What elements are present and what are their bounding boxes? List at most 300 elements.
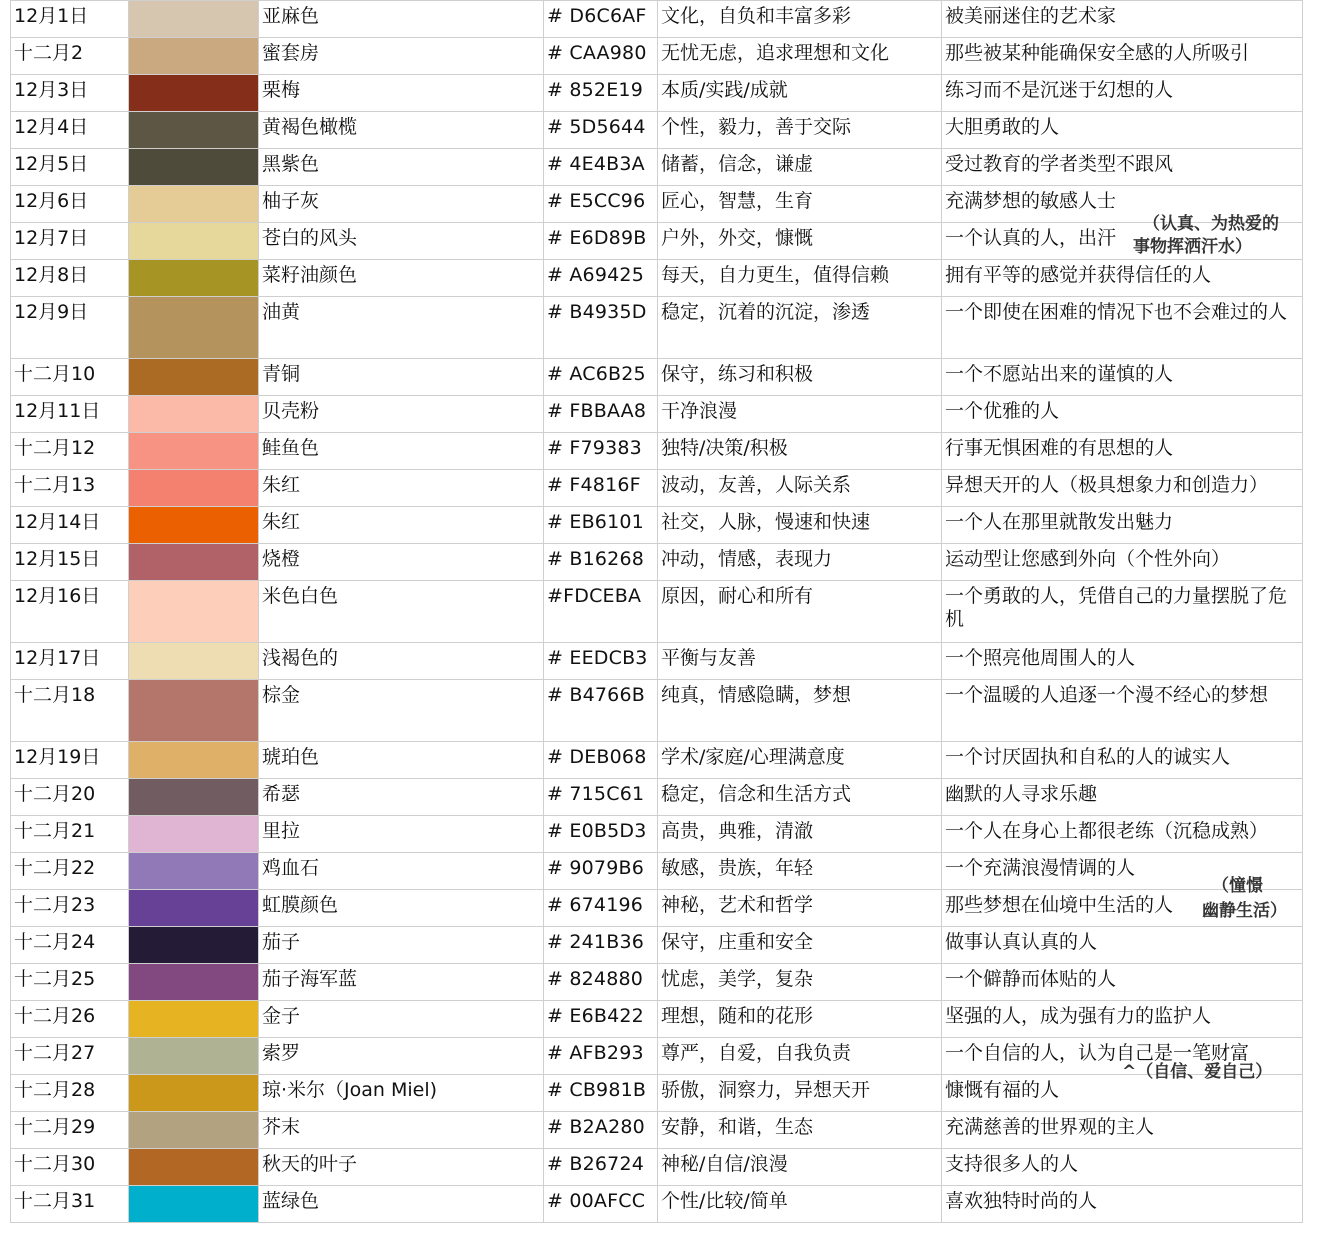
description-cell <box>942 544 1303 581</box>
hex-code-cell-text: # B4935D <box>547 301 647 323</box>
color-swatch <box>129 544 259 581</box>
hex-code-cell-text: # E6B422 <box>547 1005 644 1027</box>
color-swatch <box>129 38 259 75</box>
table-row <box>11 1001 1303 1038</box>
table-row <box>11 1149 1303 1186</box>
description-cell-text: 一个认真的人，出汗 <box>945 227 1117 249</box>
date-cell-text: 12月19日 <box>14 746 101 768</box>
traits-cell <box>658 853 942 890</box>
color-name-cell-text: 青铜 <box>262 363 301 385</box>
color-swatch <box>129 1001 259 1038</box>
traits-cell-text: 每天，自力更生，值得信赖 <box>661 264 890 286</box>
color-name-cell <box>259 643 544 680</box>
color-name-cell-text: 菜籽油颜色 <box>262 264 358 286</box>
color-name-cell-text: 朱红 <box>262 474 301 496</box>
date-cell <box>11 742 129 779</box>
traits-cell <box>658 779 942 816</box>
traits-cell <box>658 927 942 964</box>
date-cell <box>11 1186 129 1223</box>
color-swatch <box>129 816 259 853</box>
table-row <box>11 433 1303 470</box>
table-row <box>11 1 1303 38</box>
color-name-cell <box>259 964 544 1001</box>
color-swatch <box>129 643 259 680</box>
date-cell-text: 十二月29 <box>14 1116 96 1138</box>
description-cell <box>942 396 1303 433</box>
date-cell <box>11 779 129 816</box>
description-cell <box>942 927 1303 964</box>
annotation-note: ^（自信、爱自己） <box>1122 1062 1273 1082</box>
date-cell-text: 12月16日 <box>14 585 101 607</box>
date-cell <box>11 1 129 38</box>
color-table <box>10 0 1303 1223</box>
color-name-cell <box>259 507 544 544</box>
table-row <box>11 680 1303 742</box>
hex-code-cell <box>544 149 658 186</box>
description-cell-text: 一个温暖的人追逐一个漫不经心的梦想 <box>945 684 1269 706</box>
color-name-cell <box>259 297 544 359</box>
description-cell <box>942 38 1303 75</box>
date-cell <box>11 927 129 964</box>
color-swatch <box>129 890 259 927</box>
hex-code-cell <box>544 1001 658 1038</box>
hex-code-cell <box>544 507 658 544</box>
table-row <box>11 1186 1303 1223</box>
traits-cell-text: 保守，庄重和安全 <box>661 931 814 953</box>
color-name-cell-text: 索罗 <box>262 1042 301 1064</box>
color-name-cell-text: 朱红 <box>262 511 301 533</box>
color-swatch <box>129 742 259 779</box>
hex-code-cell <box>544 1112 658 1149</box>
hex-code-cell <box>544 1186 658 1223</box>
traits-cell <box>658 816 942 853</box>
color-name-cell-text: 黑紫色 <box>262 153 320 175</box>
description-cell-text: 受过教育的学者类型不跟风 <box>945 153 1174 175</box>
date-cell-text: 十二月21 <box>14 820 96 842</box>
hex-code-cell <box>544 680 658 742</box>
traits-cell-text: 神秘，艺术和哲学 <box>661 894 814 916</box>
table-row <box>11 260 1303 297</box>
description-cell-text: 一个照亮他周围人的人 <box>945 647 1136 669</box>
traits-cell <box>658 1149 942 1186</box>
hex-code-cell <box>544 964 658 1001</box>
traits-cell-text: 冲动，情感，表现力 <box>661 548 833 570</box>
description-cell-text: 充满梦想的敏感人士 <box>945 190 1117 212</box>
traits-cell-text: 文化，自负和丰富多彩 <box>661 5 852 27</box>
date-cell-text: 十二月12 <box>14 437 96 459</box>
date-cell-text: 12月8日 <box>14 264 89 286</box>
hex-code-cell-text: # 9079B6 <box>547 857 645 879</box>
traits-cell <box>658 544 942 581</box>
traits-cell <box>658 1001 942 1038</box>
description-cell-text: 充满慈善的世界观的主人 <box>945 1116 1155 1138</box>
hex-code-cell <box>544 581 658 643</box>
description-cell-text: 慷慨有福的人 <box>945 1079 1060 1101</box>
hex-code-cell-text: # B2A280 <box>547 1116 645 1138</box>
color-name-cell <box>259 75 544 112</box>
description-cell <box>942 1001 1303 1038</box>
color-swatch <box>129 1075 259 1112</box>
color-name-cell-text: 浅褐色的 <box>262 647 339 669</box>
color-name-cell <box>259 112 544 149</box>
date-cell-text: 十二月28 <box>14 1079 96 1101</box>
traits-cell-text: 独特/决策/积极 <box>661 437 788 459</box>
hex-code-cell-text: # B16268 <box>547 548 645 570</box>
date-cell <box>11 75 129 112</box>
hex-code-cell <box>544 779 658 816</box>
date-cell-text: 12月11日 <box>14 400 101 422</box>
hex-code-cell <box>544 853 658 890</box>
table-row <box>11 75 1303 112</box>
hex-code-cell-text: # CAA980 <box>547 42 647 64</box>
color-name-cell-text: 烧橙 <box>262 548 301 570</box>
description-cell-text: 支持很多人的人 <box>945 1153 1079 1175</box>
hex-code-cell <box>544 1 658 38</box>
date-cell <box>11 470 129 507</box>
traits-cell <box>658 581 942 643</box>
hex-code-cell <box>544 742 658 779</box>
date-cell-text: 12月4日 <box>14 116 89 138</box>
color-name-cell-text: 黄褐色橄榄 <box>262 116 358 138</box>
description-cell-text: 那些梦想在仙境中生活的人 <box>945 894 1174 916</box>
description-cell <box>942 507 1303 544</box>
color-swatch <box>129 223 259 260</box>
hex-code-cell-text: # EEDCB3 <box>547 647 648 669</box>
description-cell-text: 运动型让您感到外向（个性外向） <box>945 548 1231 570</box>
color-swatch <box>129 112 259 149</box>
date-cell-text: 十二月13 <box>14 474 96 496</box>
date-cell <box>11 964 129 1001</box>
traits-cell <box>658 1 942 38</box>
color-swatch <box>129 359 259 396</box>
description-cell <box>942 779 1303 816</box>
color-name-cell-text: 金子 <box>262 1005 301 1027</box>
description-cell <box>942 1186 1303 1223</box>
date-cell-text: 十二月26 <box>14 1005 96 1027</box>
table-row <box>11 186 1303 223</box>
color-name-cell <box>259 38 544 75</box>
date-cell <box>11 260 129 297</box>
traits-cell <box>658 890 942 927</box>
color-name-cell <box>259 1 544 38</box>
traits-cell-text: 无忧无虑，追求理想和文化 <box>661 42 890 64</box>
traits-cell <box>658 742 942 779</box>
color-name-cell <box>259 890 544 927</box>
color-name-cell-text: 虹膜颜色 <box>262 894 339 916</box>
color-swatch <box>129 149 259 186</box>
table-row <box>11 297 1303 359</box>
description-cell <box>942 581 1303 643</box>
table-row <box>11 927 1303 964</box>
date-cell-text: 12月7日 <box>14 227 89 249</box>
table-row <box>11 1038 1303 1075</box>
traits-cell <box>658 75 942 112</box>
traits-cell-text: 储蓄，信念，谦虚 <box>661 153 814 175</box>
hex-code-cell-text: # A69425 <box>547 264 644 286</box>
color-swatch <box>129 779 259 816</box>
color-swatch <box>129 396 259 433</box>
traits-cell <box>658 470 942 507</box>
description-cell-text: 喜欢独特时尚的人 <box>945 1190 1098 1212</box>
hex-code-cell <box>544 643 658 680</box>
hex-code-cell <box>544 260 658 297</box>
traits-cell <box>658 680 942 742</box>
date-cell-text: 12月6日 <box>14 190 89 212</box>
date-cell <box>11 1001 129 1038</box>
color-name-cell-text: 亚麻色 <box>262 5 320 27</box>
table-row <box>11 38 1303 75</box>
date-cell-text: 十二月23 <box>14 894 96 916</box>
description-cell <box>942 643 1303 680</box>
traits-cell <box>658 433 942 470</box>
hex-code-cell-text: # AFB293 <box>547 1042 644 1064</box>
color-swatch <box>129 186 259 223</box>
hex-code-cell <box>544 359 658 396</box>
date-cell <box>11 1038 129 1075</box>
traits-cell-text: 平衡与友善 <box>661 647 757 669</box>
hex-code-cell-text: # E0B5D3 <box>547 820 647 842</box>
description-cell-text: 一个僻静而体贴的人 <box>945 968 1117 990</box>
hex-code-cell <box>544 1075 658 1112</box>
traits-cell-text: 骄傲，洞察力，异想天开 <box>661 1079 871 1101</box>
date-cell <box>11 643 129 680</box>
hex-code-cell-text: # F4816F <box>547 474 641 496</box>
color-swatch <box>129 75 259 112</box>
hex-code-cell-text: # AC6B25 <box>547 363 646 385</box>
hex-code-cell-text: # D6C6AF <box>547 5 647 27</box>
color-swatch <box>129 1186 259 1223</box>
traits-cell-text: 干净浪漫 <box>661 400 738 422</box>
traits-cell-text: 纯真，情感隐瞒，梦想 <box>661 684 852 706</box>
description-cell <box>942 297 1303 359</box>
hex-code-cell <box>544 1038 658 1075</box>
color-swatch <box>129 297 259 359</box>
date-cell <box>11 396 129 433</box>
hex-code-cell <box>544 1149 658 1186</box>
description-cell <box>942 964 1303 1001</box>
color-swatch <box>129 260 259 297</box>
color-swatch <box>129 1112 259 1149</box>
color-name-cell <box>259 544 544 581</box>
description-cell-text: 异想天开的人（极具想象力和创造力） <box>945 474 1269 496</box>
date-cell-text: 十二月22 <box>14 857 96 879</box>
color-name-cell-text: 棕金 <box>262 684 301 706</box>
hex-code-cell-text: # 715C61 <box>547 783 645 805</box>
traits-cell <box>658 1186 942 1223</box>
date-cell <box>11 1112 129 1149</box>
hex-code-cell <box>544 927 658 964</box>
color-swatch <box>129 964 259 1001</box>
color-name-cell <box>259 816 544 853</box>
traits-cell-text: 理想，随和的花形 <box>661 1005 814 1027</box>
description-cell <box>942 433 1303 470</box>
table-row <box>11 853 1303 890</box>
annotation-note: （认真、为热爱的 <box>1143 214 1279 234</box>
hex-code-cell-text: # EB6101 <box>547 511 644 533</box>
color-name-cell <box>259 359 544 396</box>
color-name-cell-text: 蜜套房 <box>262 42 320 64</box>
date-cell <box>11 1075 129 1112</box>
description-cell-text: 拥有平等的感觉并获得信任的人 <box>945 264 1212 286</box>
traits-cell <box>658 223 942 260</box>
color-name-cell <box>259 1149 544 1186</box>
date-cell <box>11 297 129 359</box>
hex-code-cell <box>544 75 658 112</box>
hex-code-cell <box>544 396 658 433</box>
description-cell <box>942 260 1303 297</box>
table-row <box>11 643 1303 680</box>
description-cell <box>942 1149 1303 1186</box>
table-body <box>11 1 1303 1223</box>
traits-cell-text: 本质/实践/成就 <box>661 79 788 101</box>
color-swatch <box>129 470 259 507</box>
traits-cell-text: 稳定，沉着的沉淀，渗透 <box>661 301 871 323</box>
hex-code-cell-text: # E6D89B <box>547 227 647 249</box>
description-cell-text: 一个充满浪漫情调的人 <box>945 857 1136 879</box>
date-cell <box>11 186 129 223</box>
description-cell <box>942 75 1303 112</box>
hex-code-cell-text: #FDCEBA <box>547 585 642 607</box>
traits-cell-text: 忧虑，美学，复杂 <box>661 968 814 990</box>
date-cell-text: 十二月31 <box>14 1190 96 1212</box>
color-name-cell-text: 希瑟 <box>262 783 301 805</box>
description-cell-text: 一个优雅的人 <box>945 400 1060 422</box>
date-cell-text: 十二月18 <box>14 684 96 706</box>
color-name-cell <box>259 1112 544 1149</box>
color-name-cell <box>259 1001 544 1038</box>
date-cell <box>11 112 129 149</box>
annotation-note: 幽静生活） <box>1202 901 1287 921</box>
description-cell-text: 一个自信的人，认为自己是一笔财富 <box>945 1042 1250 1064</box>
date-cell-text: 12月1日 <box>14 5 89 27</box>
table-row <box>11 507 1303 544</box>
color-name-cell <box>259 581 544 643</box>
description-cell <box>942 680 1303 742</box>
color-name-cell <box>259 853 544 890</box>
date-cell <box>11 544 129 581</box>
traits-cell <box>658 964 942 1001</box>
description-cell <box>942 359 1303 396</box>
traits-cell <box>658 38 942 75</box>
color-swatch <box>129 1149 259 1186</box>
hex-code-cell-text: # 852E19 <box>547 79 644 101</box>
traits-cell-text: 匠心，智慧，生育 <box>661 190 814 212</box>
table-row <box>11 470 1303 507</box>
traits-cell <box>658 507 942 544</box>
traits-cell-text: 个性，毅力，善于交际 <box>661 116 852 138</box>
description-cell <box>942 1 1303 38</box>
date-cell-text: 12月5日 <box>14 153 89 175</box>
color-name-cell <box>259 927 544 964</box>
date-cell-text: 十二月24 <box>14 931 96 953</box>
traits-cell <box>658 112 942 149</box>
traits-cell-text: 原因，耐心和所有 <box>661 585 814 607</box>
hex-code-cell-text: # B4766B <box>547 684 645 706</box>
date-cell-text: 12月17日 <box>14 647 101 669</box>
color-name-cell-text: 琥珀色 <box>262 746 320 768</box>
table-row <box>11 742 1303 779</box>
description-cell-text: 一个勇敢的人，凭借自己的力量摆脱了危机 <box>945 585 1288 630</box>
date-cell-text: 12月9日 <box>14 301 89 323</box>
date-cell <box>11 507 129 544</box>
date-cell <box>11 38 129 75</box>
color-name-cell-text: 蓝绿色 <box>262 1190 320 1212</box>
hex-code-cell <box>544 890 658 927</box>
traits-cell <box>658 1112 942 1149</box>
annotation-note: （憧憬 <box>1212 876 1263 896</box>
description-cell <box>942 816 1303 853</box>
date-cell-text: 12月15日 <box>14 548 101 570</box>
hex-code-cell-text: # CB981B <box>547 1079 647 1101</box>
description-cell-text: 一个人在那里就散发出魅力 <box>945 511 1174 533</box>
table-row <box>11 149 1303 186</box>
date-cell-text: 十二月30 <box>14 1153 96 1175</box>
description-cell-text: 被美丽迷住的艺术家 <box>945 5 1117 27</box>
table-row <box>11 779 1303 816</box>
table-row <box>11 890 1303 927</box>
date-cell-text: 十二月27 <box>14 1042 96 1064</box>
hex-code-cell <box>544 470 658 507</box>
color-name-cell-text: 栗梅 <box>262 79 301 101</box>
hex-code-cell <box>544 186 658 223</box>
table-row <box>11 112 1303 149</box>
traits-cell-text: 保守，练习和积极 <box>661 363 814 385</box>
hex-code-cell <box>544 112 658 149</box>
color-swatch <box>129 1 259 38</box>
table-row <box>11 223 1303 260</box>
traits-cell-text: 尊严，自爱，自我负责 <box>661 1042 852 1064</box>
hex-code-cell <box>544 816 658 853</box>
traits-cell <box>658 260 942 297</box>
description-cell-text: 坚强的人，成为强有力的监护人 <box>945 1005 1212 1027</box>
date-cell <box>11 853 129 890</box>
description-cell <box>942 470 1303 507</box>
color-name-cell-text: 贝壳粉 <box>262 400 320 422</box>
description-cell <box>942 742 1303 779</box>
date-cell <box>11 890 129 927</box>
date-cell <box>11 581 129 643</box>
table-row <box>11 816 1303 853</box>
color-name-cell-text: 里拉 <box>262 820 301 842</box>
date-cell <box>11 816 129 853</box>
traits-cell-text: 波动，友善，人际关系 <box>661 474 852 496</box>
description-cell-text: 一个不愿站出来的谨慎的人 <box>945 363 1174 385</box>
color-swatch <box>129 853 259 890</box>
hex-code-cell-text: # F79383 <box>547 437 642 459</box>
color-swatch <box>129 433 259 470</box>
color-name-cell <box>259 149 544 186</box>
traits-cell <box>658 359 942 396</box>
traits-cell <box>658 1038 942 1075</box>
color-name-cell-text: 鸡血石 <box>262 857 320 879</box>
traits-cell <box>658 186 942 223</box>
traits-cell-text: 安静，和谐，生态 <box>661 1116 814 1138</box>
hex-code-cell <box>544 297 658 359</box>
table-row <box>11 1112 1303 1149</box>
color-name-cell-text: 芥末 <box>262 1116 301 1138</box>
color-name-cell <box>259 779 544 816</box>
description-cell-text: 一个即使在困难的情况下也不会难过的人 <box>945 301 1288 323</box>
table-row <box>11 359 1303 396</box>
date-cell-text: 十二月25 <box>14 968 96 990</box>
color-swatch <box>129 507 259 544</box>
color-name-cell-text: 油黄 <box>262 301 301 323</box>
hex-code-cell-text: # 674196 <box>547 894 644 916</box>
date-cell <box>11 1149 129 1186</box>
hex-code-cell-text: # DEB068 <box>547 746 647 768</box>
color-name-cell-text: 米色白色 <box>262 585 339 607</box>
color-name-cell <box>259 396 544 433</box>
